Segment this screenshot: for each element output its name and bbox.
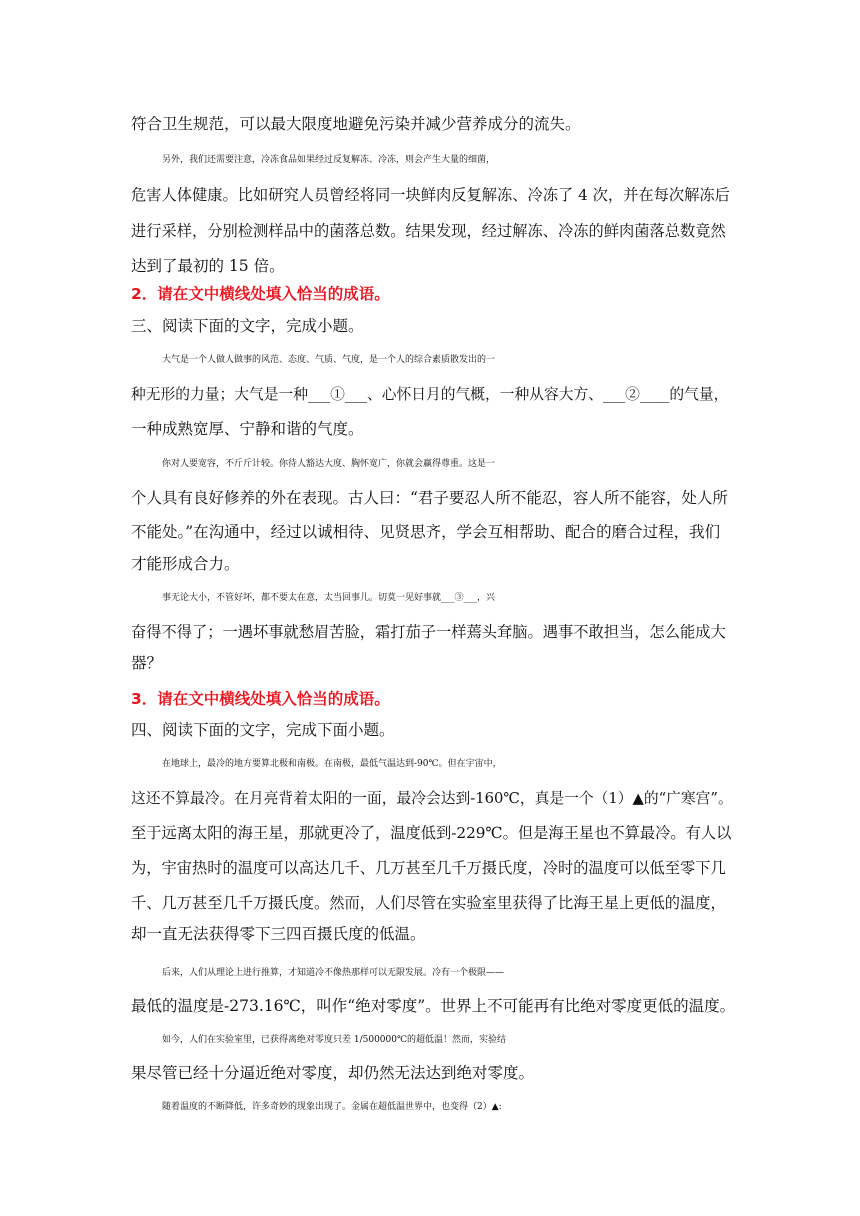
text-line: 后来，人们从理论上进行推算，才知道冷不像热那样可以无限发展。冷有一个极限—— (162, 968, 505, 978)
text-line: 才能形成合力。 (131, 555, 240, 573)
text-line: 随着温度的不断降低，许多奇妙的现象出现了。金属在超低温世界中，也变得（2）▲: (162, 1102, 502, 1112)
text-line: 另外，我们还需要注意，冷冻食品如果经过反复解冻、冷冻，则会产生大量的细菌， (162, 155, 496, 165)
text-line: 事无论大小，不管好坏，都不要太在意，太当回事儿。切莫一见好事就___③___，兴 (162, 593, 496, 603)
text-line: 大气是一个人做人做事的风范、态度、气质、气度，是一个人的综合素质散发出的一 (162, 355, 496, 365)
text-line: 你对人要宽容，不斤斤计较。你待人豁达大度、胸怀宽广，你就会赢得尊重。这是一 (162, 459, 496, 469)
text-line: 进行采样，分别检测样品中的菌落总数。结果发现，经过解冻、冷冻的鲜肉菌落总数竟然 (131, 222, 726, 240)
text-line: 危害人体健康。比如研究人员曾经将同一块鲜肉反复解冻、冷冻了 4 次，并在每次解冻后 (131, 186, 730, 204)
section-heading: 三、阅读下面的文字，完成小题。 (131, 317, 364, 335)
text-line: 却一直无法获得零下三四百摄氏度的低温。 (131, 925, 426, 943)
text-line: 达到了最初的 15 倍。 (131, 257, 285, 275)
question-prompt: 2．请在文中横线处填入恰当的成语。 (131, 285, 390, 303)
text-line: 奋得不得了；一遇坏事就愁眉苦脸，霜打茄子一样蔫头耷脑。遇事不敢担当，怎么能成大 (131, 623, 726, 641)
text-line: 千、几万甚至几千万摄氏度。然而，人们尽管在实验室里获得了比海王星上更低的温度， (131, 894, 726, 912)
text-line: 果尽管已经十分逼近绝对零度，却仍然无法达到绝对零度。 (131, 1064, 535, 1082)
text-line: 这还不算最冷。在月亮背着太阳的一面，最冷会达到-160℃，真是一个（1）▲的“广寒宫”。 (131, 790, 733, 807)
text-line: 种无形的力量；大气是一种___①___、心怀日月的气概，一种从容大方、___②____的气量， (131, 386, 729, 403)
text-line: 最低的温度是-273.16℃，叫作“绝对零度”。世界上不可能再有比绝对零度更低的温度。 (131, 997, 736, 1015)
section-heading: 四、阅读下面的文字，完成下面小题。 (131, 721, 395, 739)
question-prompt: 3．请在文中横线处填入恰当的成语。 (131, 690, 390, 708)
text-line: 在地球上，最冷的地方要算北极和南极。在南极，最低气温达到-90℃。但在宇宙中， (162, 759, 502, 769)
text-line: 为，宇宙热时的温度可以高达几千、几万甚至几千万摄氏度，冷时的温度可以低至零下几 (131, 859, 726, 877)
text-line: 不能处。”在沟通中，经过以诚相待、见贤思齐，学会互相帮助、配合的磨合过程，我们 (131, 523, 721, 541)
text-line: 个人具有良好修养的外在表现。古人曰：“君子要忍人所不能忍，容人所不能容，处人所 (131, 489, 728, 507)
text-line: 一种成熟宽厚、宁静和谐的气度。 (131, 420, 364, 438)
text-line: 符合卫生规范，可以最大限度地避免污染并减少营养成分的流失。 (131, 115, 581, 133)
text-line: 如今，人们在实验室里，已获得离绝对零度只差 1/500000℃的超低温！然而，实验结 (162, 1035, 507, 1045)
text-line: 器？ (131, 654, 163, 672)
text-line: 至于远离太阳的海王星，那就更冷了，温度低到-229℃。但是海王星也不算最冷。有人以 (131, 824, 732, 842)
